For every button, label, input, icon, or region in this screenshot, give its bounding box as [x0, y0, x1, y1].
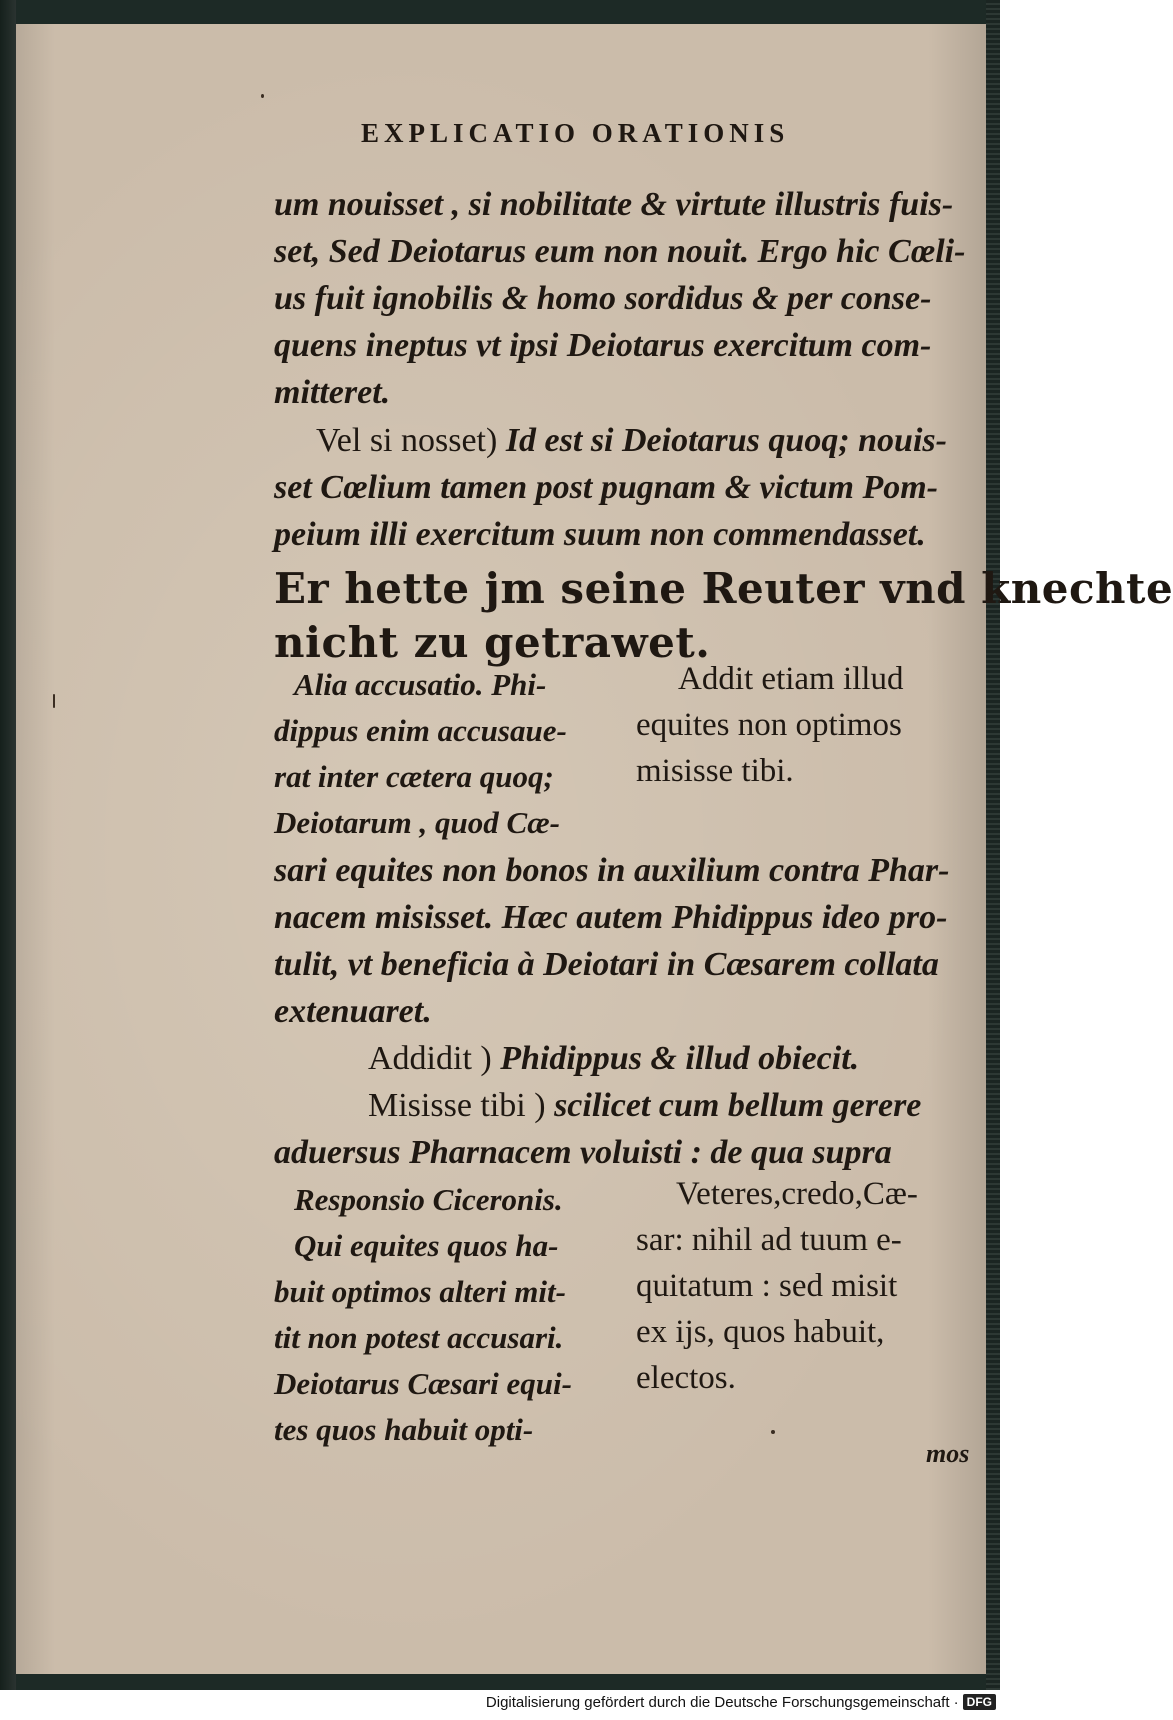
commentary: Id est si Deiotarus quoq; nouis- [497, 422, 947, 459]
text-line: um nouisset , si nobilitate & virtute illustris fuis- [274, 186, 954, 223]
book-edge-right [986, 0, 1000, 1690]
text-line: tulit, vt beneficia à Deiotari in Cæsarem collata [274, 946, 939, 983]
gloss-line: tes quos habuit opti- [274, 1412, 534, 1447]
gloss-line: Deiotarum , quod Cæ- [274, 805, 560, 840]
text-line: nacem misisset. Hæc autem Phidippus ideo pro- [274, 899, 948, 936]
ink-speck [261, 94, 264, 98]
gloss-line: rat inter cætera quoq; [274, 759, 554, 794]
lemma: Addidit ) [368, 1040, 492, 1077]
oration-line: equites non optimos [636, 707, 902, 743]
text-line: peium illi exercitum suum non commendasset. [274, 516, 926, 553]
oration-line: misisse tibi. [636, 753, 794, 789]
gloss-line: dippus enim accusaue- [274, 713, 567, 748]
text-line: extenuaret. [274, 993, 432, 1030]
commentary: Phidippus & illud obiecit. [491, 1040, 860, 1077]
commentary: scilicet cum bellum gerere [545, 1087, 922, 1124]
book-edge-left [0, 0, 16, 1690]
blackletter-line: nicht zu getrawet. [274, 618, 711, 667]
gloss-line: tit non potest accusari. [274, 1320, 564, 1355]
oration-line: Addit etiam illud [678, 661, 904, 697]
gloss-line: Deiotarus Cæsari equi- [274, 1366, 572, 1401]
oration-line: electos. [636, 1360, 736, 1396]
text-line: set Cœlium tamen post pugnam & victum Pom- [274, 469, 938, 506]
oration-line: Veteres,credo,Cæ- [676, 1176, 918, 1212]
ink-speck [53, 694, 55, 708]
footer-text: Digitalisierung gefördert durch die Deutsche Forschungsgemeinschaft · [485, 1694, 959, 1711]
gloss-heading: Responsio Ciceronis. [294, 1182, 563, 1217]
text-line: set, Sed Deiotarus eum non nouit. Ergo hic Cœli- [274, 233, 966, 270]
ink-speck [771, 1430, 775, 1434]
book-page [16, 24, 1173, 1674]
running-head: EXPLICATIO ORATIONIS [361, 118, 790, 148]
text-line-lemma [316, 422, 947, 460]
text-line: sari equites non bonos in auxilium contra Phar- [274, 852, 950, 889]
text-line-lemma [368, 1087, 921, 1125]
oration-line: ex ijs, quos habuit, [636, 1314, 885, 1350]
gloss-line: Qui equites quos ha- [294, 1228, 559, 1263]
lemma: Misisse tibi ) [368, 1087, 546, 1124]
oration-line: quitatum : sed misit [636, 1268, 898, 1304]
digitization-footer [0, 1694, 996, 1718]
text-line-lemma [368, 1040, 859, 1078]
text-line: us fuit ignobilis & homo sordidus & per conse- [274, 280, 932, 317]
text-line: aduersus Pharnacem voluisti : de qua supra [274, 1134, 892, 1171]
blackletter-line: Er hette jm seine Reuter vnd knechte [274, 564, 1173, 613]
gloss-line: Alia accusatio. Phi- [294, 667, 547, 702]
text-line: quens ineptus vt ipsi Deiotarus exercitum com- [274, 327, 932, 364]
lemma: Vel si nosset) [316, 422, 498, 459]
oration-line: sar: nihil ad tuum e- [636, 1222, 902, 1258]
text-line: mitteret. [274, 374, 391, 411]
gloss-line: buit optimos alteri mit- [274, 1274, 566, 1309]
catchword: mos [926, 1439, 970, 1468]
dfg-logo: DFG [963, 1694, 996, 1710]
